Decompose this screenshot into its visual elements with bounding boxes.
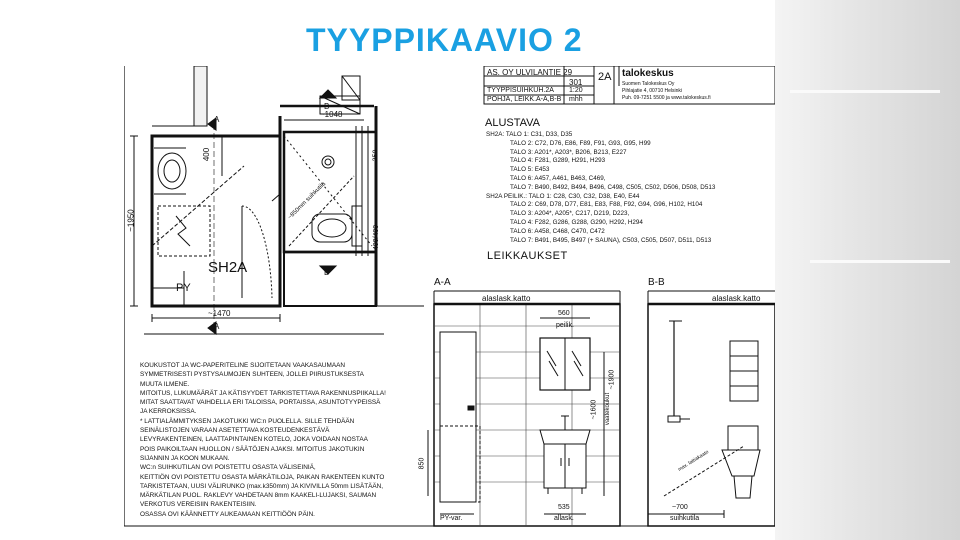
section-aa-vaatekoukut: vaatekoukut: [605, 392, 612, 426]
alustava-line: SH2A PEILIK.: TALO 1: C28, C30, C32, D38, E40, E44: [486, 192, 640, 200]
note-line: TARKISTETAAN, UUSI VÄLIRUNKO (max.k350mm) JA KIVIVILLA 50mm LISÄTÄÄN,: [140, 482, 384, 490]
note-line: POIS PAIKOILTAAN HUOLLON / SÄÄTÖJEN AJAKSI. MITOITUS JAKOTUKIN: [140, 445, 365, 453]
company-line-1: Suomen Talokeskus Oy: [622, 81, 675, 87]
alustava-line: TALO 2: C72, D76, E86, F89, F91, G93, G95, H99: [510, 139, 651, 147]
section-mark-b-top: B: [324, 102, 330, 111]
note-line: MÄRKÄTILAN PUOL. RAKLEVY VAHDETAAN 8mm KAAKELI-LUJAKSI, SAUMAN: [140, 492, 377, 500]
title-block-drawing-name: TYYPPISUIHKUH.2A: [487, 87, 554, 94]
section-aa-heading: A-A: [434, 277, 451, 288]
section-aa-allask: allask.: [554, 515, 574, 522]
note-line: SYMMETRISESTI PYSTYSAUMOJEN SUHTEEN, JOLLEI PIIRUSTUKSESTA: [140, 371, 364, 379]
alustava-heading: ALUSTAVA: [485, 117, 541, 129]
title-block-scale: 1:20: [569, 87, 583, 94]
title-block-sheet-no: 301: [569, 78, 583, 87]
section-aa-dim-560: 560: [558, 310, 570, 317]
section-mark-a-top: A: [214, 115, 220, 124]
title-block-unit: mhh: [569, 96, 583, 103]
py-label: PY: [176, 282, 191, 294]
width-dimension: ~1470: [208, 309, 231, 318]
room-label: SH2A: [208, 259, 248, 276]
section-bb-dim-700: ~700: [672, 504, 688, 511]
note-line: * LATTIALÄMMITYKSEN JAKOTUKKI WC:n PUOLELLA. SILLE TEHDÄÄN: [140, 417, 355, 425]
title-block-project: AS. OY ULVILANTIE 29: [487, 68, 573, 77]
section-aa-dim-850: 850: [418, 457, 426, 470]
note-line: JA KERROKSISSA.: [140, 408, 197, 416]
section-mark-b-bottom: B: [324, 268, 330, 277]
section-aa-peilik: peilik.: [556, 322, 574, 329]
construction-notes: [140, 361, 386, 519]
section-bb-ceiling: alaslask.katto: [712, 294, 761, 303]
alustava-line: TALO 6: A457, A461, B463, C469,: [510, 174, 606, 182]
company-logo: talokeskus: [622, 68, 674, 79]
shower-diagonal-label: ~850mm suihkutila: [287, 181, 327, 221]
section-aa-py-var: PY-var.: [440, 515, 463, 522]
alustava-line: TALO 2: C69, D78, D77, E81, E83, F88, F92, G94, G96, H102, H104: [510, 201, 703, 209]
dimension-1048: ~1048: [320, 110, 343, 119]
note-line: MITOITUS, LUKUMÄÄRÄT JA KÄTISYYDET TARKISTETTAVA RAKENNUSPIIKALLA!: [140, 389, 386, 397]
background-window-photo: [775, 0, 960, 540]
section-bb-heading: B-B: [648, 277, 665, 288]
alustava-line: TALO 7: B490, B492, B494, B496, C498, C505, C502, D506, D508, D513: [510, 183, 716, 191]
section-mark-a-bottom: A: [214, 322, 220, 331]
note-line: OSASSA OVI KÄÄNNETTY AUKEAMAAN KEITTIÖÖN PÄIN.: [140, 510, 315, 518]
note-line: MITAT SAATTAVAT VAIHDELLA ERI TALOISSA, PORTAISSA, ASUNTOTYYPEISSÄ: [140, 399, 381, 407]
title-block-contents: POHJA, LEIKK.A-A,B-B: [487, 96, 562, 103]
note-line: SEINÄLISTOJEN VARAAN ASETETTAVA KOSTEUDENKESTÄVÄ: [140, 427, 330, 435]
alustava-list: [486, 131, 715, 245]
title-block-revision: 2A: [598, 71, 612, 83]
note-line: VERKOTUS VEREISIIN RAKENTEISIIN.: [140, 501, 257, 509]
dimension-350: 350: [372, 149, 380, 162]
note-line: KEITTIÖN OVI POISTETTU OSASTA MÄRKÄTILOJA, PAIKAN RAKENTEEN KUNTO: [140, 473, 385, 481]
alustava-line: SH2A: TALO 1: C31, D33, D35: [486, 131, 573, 138]
section-bb-suihkutila: suihkutila: [670, 515, 700, 522]
alustava-line: TALO 4: F281, G289, H291, H293: [510, 157, 606, 165]
slide-title: TYYPPIKAAVIO 2: [306, 22, 583, 58]
note-line: MUUTA ILMENE.: [140, 380, 190, 388]
alustava-line: TALO 7: B491, B495, B497 (+ SAUNA), C503, C505, D507, D511, D513: [510, 236, 712, 244]
note-line: LEVYRAKENTEINEN, LAATTAPINTAINEN KOTELO, JOKA VOIDAAN NOSTAA: [140, 436, 368, 444]
section-aa-dim-1600: ~1600: [590, 399, 598, 420]
note-line: KOUKUSTOT JA WC-PAPERITELINE SIJOITETAAN VAAKASAUMAAN: [140, 362, 346, 369]
dimension-400: 400: [202, 147, 212, 162]
leikkaukset-heading: LEIKKAUKSET: [487, 250, 568, 262]
note-line: SIJANNIN JA KOON MUKAAN.: [140, 454, 230, 462]
section-aa-dim-1900: ~1900: [608, 369, 616, 390]
dimension-400-400: ~400/400: [373, 224, 381, 255]
note-line: WC:n SUIHKUTILAN OVI POISTETTU OSASTA VÄLISEINIÄ,: [140, 464, 316, 472]
section-aa-ceiling: alaslask.katto: [482, 294, 531, 303]
background-frame-line: [790, 90, 940, 93]
section-bb-slope-label: max. lattiakaato: [677, 449, 710, 473]
alustava-line: TALO 3: A201*, A203*, B206, B213, E227: [510, 148, 627, 156]
height-dimension: ~1950: [126, 209, 136, 232]
section-aa-dim-535: 535: [558, 504, 570, 511]
alustava-line: TALO 4: F282, G286, G288, G290, H292, H294: [510, 218, 643, 226]
company-line-3: Puh. 09-7251 5500 ja www.talokeskus.fi: [622, 95, 711, 101]
company-line-2: Pihlajatie 4, 00710 Helsinki: [622, 88, 683, 94]
alustava-line: TALO 6: A458, C468, C470, C472: [510, 227, 605, 235]
alustava-line: TALO 5: E453: [510, 166, 550, 174]
background-frame-line: [810, 260, 950, 263]
alustava-line: TALO 3: A204*, A205*, C217, D219, D223,: [510, 210, 630, 218]
